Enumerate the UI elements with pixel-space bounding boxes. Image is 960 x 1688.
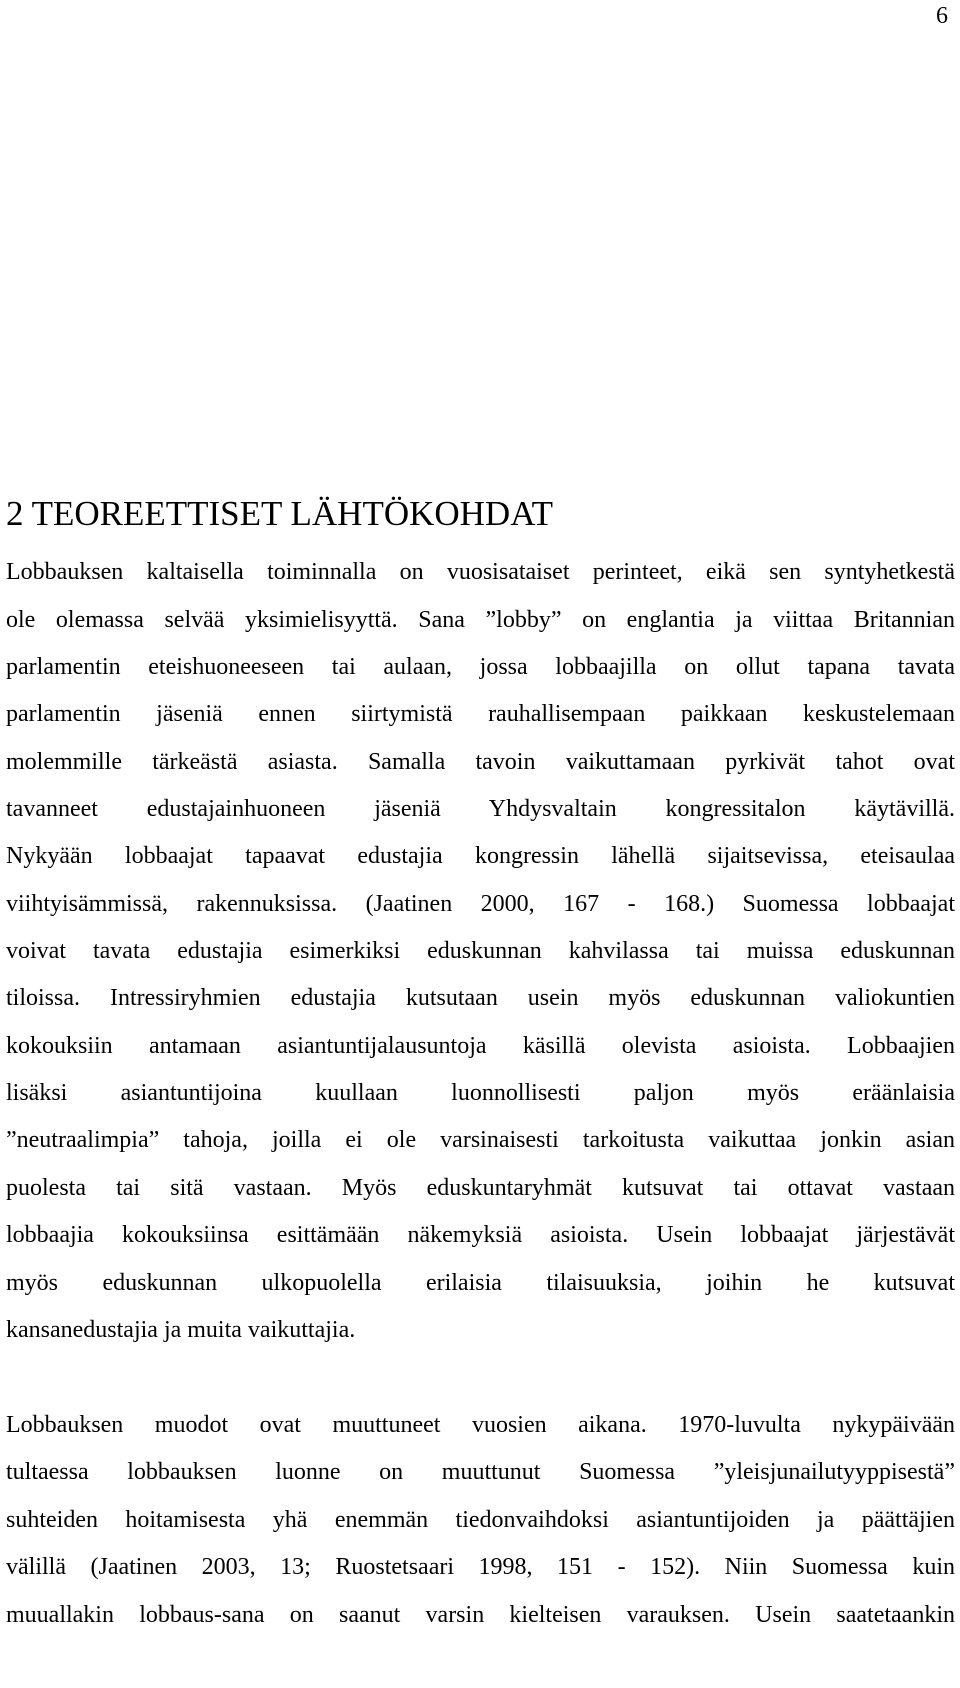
paragraph-line: voivat tavata edustajia esimerkiksi eduskunnan kahvilassa tai muissa eduskunnan (6, 938, 955, 964)
paragraph-line: välillä (Jaatinen 2003, 13; Ruostetsaari 1998, 151 - 152). Niin Suomessa kuin (6, 1554, 955, 1580)
paragraph-line: ”neutraalimpia” tahoja, joilla ei ole varsinaisesti tarkoitusta vaikuttaa jonkin asian (6, 1127, 955, 1153)
paragraph-line: ole olemassa selvää yksimielisyyttä. Sana ”lobby” on englantia ja viittaa Britannian (6, 607, 955, 633)
paragraph-line: molemmille tärkeästä asiasta. Samalla tavoin vaikuttamaan pyrkivät tahot ovat (6, 749, 955, 775)
paragraph-line: Lobbauksen kaltaisella toiminnalla on vuosisataiset perinteet, eikä sen syntyhetkestä (6, 559, 955, 585)
paragraph-line: suhteiden hoitamisesta yhä enemmän tiedonvaihdoksi asiantuntijoiden ja päättäjien (6, 1507, 955, 1533)
paragraph-line: parlamentin jäseniä ennen siirtymistä rauhallisempaan paikkaan keskustelemaan (6, 701, 955, 727)
paragraph-line: kansanedustajia ja muita vaikuttajia. (6, 1317, 356, 1343)
paragraph-line: puolesta tai sitä vastaan. Myös eduskuntaryhmät kutsuvat tai ottavat vastaan (6, 1175, 955, 1201)
page-number: 6 (936, 3, 948, 29)
paragraph-line: kokouksiin antamaan asiantuntijalausuntoja käsillä olevista asioista. Lobbaajien (6, 1033, 955, 1059)
paragraph-line: parlamentin eteishuoneeseen tai aulaan, jossa lobbaajilla on ollut tapana tavata (6, 654, 955, 680)
paragraph-line: viihtyisämmissä, rakennuksissa. (Jaatinen 2000, 167 - 168.) Suomessa lobbaajat (6, 891, 955, 917)
paragraph-line: Lobbauksen muodot ovat muuttuneet vuosien aikana. 1970-luvulta nykypäivään (6, 1412, 955, 1438)
paragraph-line: Nykyään lobbaajat tapaavat edustajia kongressin lähellä sijaitsevissa, eteisaulaa (6, 843, 955, 869)
paragraph-line: muuallakin lobbaus-sana on saanut varsin kielteisen varauksen. Usein saatetaankin (6, 1602, 955, 1628)
paragraph-line: tavanneet edustajainhuoneen jäseniä Yhdysvaltain kongressitalon käytävillä. (6, 796, 955, 822)
section-heading: 2 TEOREETTISET LÄHTÖKOHDAT (6, 494, 553, 533)
paragraph-line: tultaessa lobbauksen luonne on muuttunut Suomessa ”yleisjunailutyyppisestä” (6, 1459, 955, 1485)
paragraph-line: lisäksi asiantuntijoina kuullaan luonnollisesti paljon myös eräänlaisia (6, 1080, 955, 1106)
paragraph-line: lobbaajia kokouksiinsa esittämään näkemyksiä asioista. Usein lobbaajat järjestävät (6, 1222, 955, 1248)
paragraph-line: myös eduskunnan ulkopuolella erilaisia tilaisuuksia, joihin he kutsuvat (6, 1270, 955, 1296)
paragraph-line: tiloissa. Intressiryhmien edustajia kutsutaan usein myös eduskunnan valiokuntien (6, 985, 955, 1011)
